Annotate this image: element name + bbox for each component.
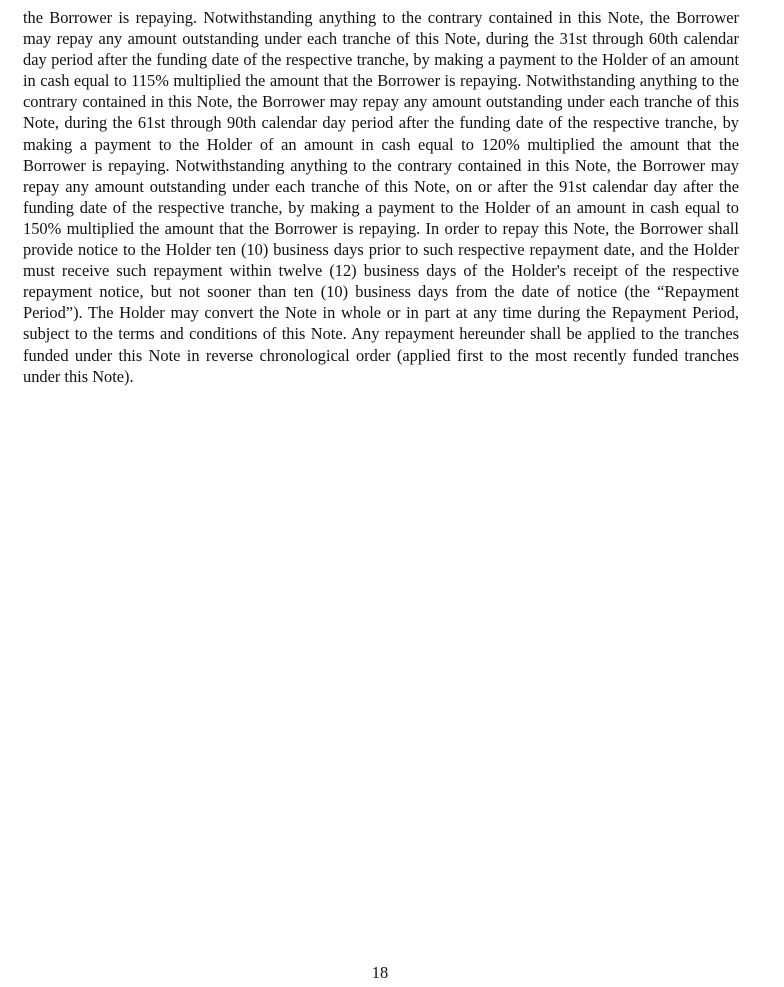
- page-number: 18: [371, 963, 389, 982]
- body-paragraph: the Borrower is repaying. Notwithstanding anything to the contrary contained in this Note, the Borrower may repay any amount outstanding under each tranche of this Note, during the 31st through 60th calendar day period after the funding date of the respective tranche, by making a payment to the Holder of an amount in cash equal to 115% multiplied the amount that the Borrower is repaying. Notwithstanding anything to the contrary contained in this Note, the Borrower may repay any amount outstanding under each tranche of this Note, during the 61st through 90th calendar day period after the funding date of the respective tranche, by making a payment to the Holder of an amount in cash equal to 120% multiplied the amount that the Borrower is repaying. Notwithstanding anything to the contrary contained in this Note, the Borrower may repay any amount outstanding under each tranche of this Note, on or after the 91st calendar day after the funding date of the respective tranche, by making a payment to the Holder of an amount in cash equal to 150% multiplied the amount that the Borrower is repaying. In order to repay this Note, the Borrower shall provide notice to the Holder ten (10) business days prior to such respective repayment date, and the Holder must receive such repayment within twelve (12) business days of the Holder's receipt of the respective repayment notice, but not sooner than ten (10) business days from the date of notice (the “Repayment Period”). The Holder may convert the Note in whole or in part at any time during the Repayment Period, subject to the terms and conditions of this Note. Any repayment hereunder shall be applied to the tranches funded under this Note in reverse chronological order (applied first to the most recently funded tranches under this Note).: [23, 8, 739, 386]
